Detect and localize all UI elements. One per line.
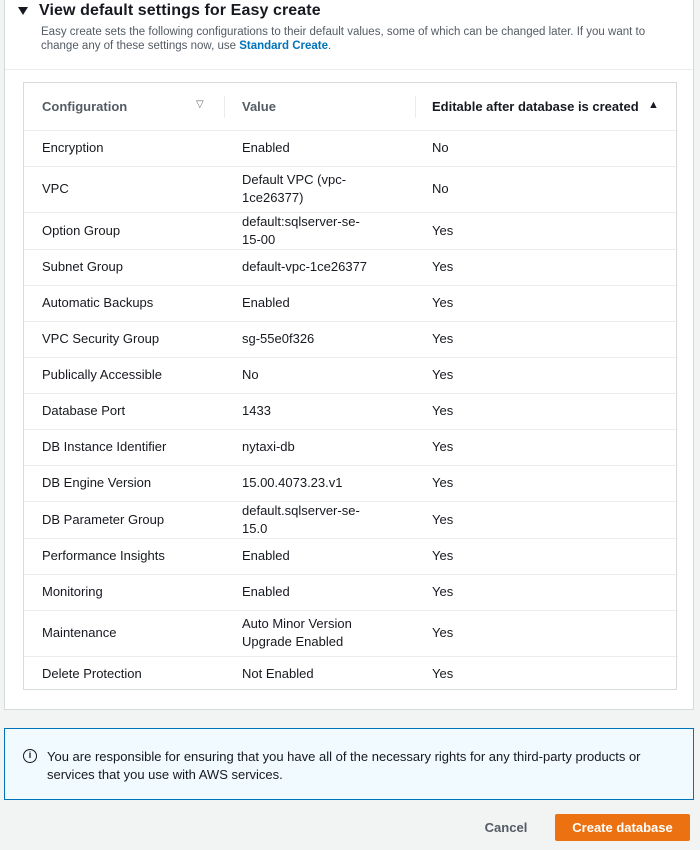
column-header-editable[interactable]: [415, 83, 678, 130]
column-header-value: [224, 83, 415, 130]
easy-create-defaults-panel: [4, 0, 694, 710]
cell-configuration: DB Instance Identifier: [24, 429, 224, 465]
cell-editable: Yes: [415, 429, 678, 465]
table-row: [24, 574, 678, 610]
cell-configuration: Database Port: [24, 393, 224, 429]
cell-value: 15.00.4073.23.v1: [224, 465, 415, 501]
sort-caret-up-icon[interactable]: ▲: [648, 99, 659, 111]
cell-value: Enabled: [224, 285, 415, 321]
cell-value: sg-55e0f326: [224, 321, 415, 357]
expand-toggle[interactable]: [12, 0, 693, 22]
info-alert: [4, 728, 694, 800]
cell-value: 1433: [224, 393, 415, 429]
table-row: [24, 285, 678, 321]
table-row: [24, 465, 678, 501]
table-header-row: [24, 83, 678, 130]
cell-editable: Yes: [415, 357, 678, 393]
cell-configuration: Encryption: [24, 130, 224, 166]
sort-caret-down-icon[interactable]: ▽: [196, 99, 204, 110]
cell-value: No: [224, 357, 415, 393]
cell-editable: Yes: [415, 249, 678, 285]
table-row: [24, 501, 678, 538]
column-header-configuration[interactable]: [24, 83, 224, 130]
cell-configuration: Option Group: [24, 212, 224, 249]
cell-editable: Yes: [415, 574, 678, 610]
panel-title: View default settings for Easy create: [39, 2, 321, 19]
cell-editable: Yes: [415, 538, 678, 574]
cell-configuration: Performance Insights: [24, 538, 224, 574]
column-divider: [415, 96, 416, 118]
cell-editable: No: [415, 166, 678, 212]
cell-value: Auto Minor Version Upgrade Enabled: [224, 610, 415, 656]
cell-configuration: DB Engine Version: [24, 465, 224, 501]
cell-configuration: Maintenance: [24, 610, 224, 656]
cell-configuration: Delete Protection: [42, 666, 142, 682]
cell-value: default:sqlserver-se-15-00: [224, 212, 415, 249]
cell-value: nytaxi-db: [224, 429, 415, 465]
cell-value: Not Enabled: [242, 666, 314, 682]
info-icon: i: [23, 749, 37, 763]
cell-configuration: Publically Accessible: [24, 357, 224, 393]
cell-value: default.sqlserver-se-15.0: [224, 501, 415, 538]
cell-editable: Yes: [415, 465, 678, 501]
table-row: [24, 357, 678, 393]
info-text: You are responsible for ensuring that you have all of the necessary rights for any third-party products or services that you use with AWS services.: [47, 749, 641, 782]
cell-configuration: VPC: [24, 166, 224, 212]
cancel-button[interactable]: Cancel: [472, 814, 540, 840]
cell-editable: Yes: [432, 666, 454, 682]
table-row: [24, 321, 678, 357]
create-database-button[interactable]: Create database: [555, 814, 690, 841]
table-row: [24, 249, 678, 285]
cell-configuration: Automatic Backups: [24, 285, 224, 321]
panel-description: [12, 25, 693, 53]
cell-editable: Yes: [415, 321, 678, 357]
cell-value: Enabled: [224, 574, 415, 610]
cell-editable: No: [415, 130, 678, 166]
cell-configuration: Subnet Group: [24, 249, 224, 285]
column-divider: [224, 96, 225, 118]
table-row: [24, 212, 678, 249]
table-row: [24, 610, 678, 656]
standard-create-link[interactable]: Standard Create: [239, 40, 329, 52]
table-row: [24, 538, 678, 574]
table-row: [24, 656, 678, 692]
cell-editable: Yes: [415, 285, 678, 321]
cell-value: Enabled: [224, 538, 415, 574]
table-row: [24, 166, 678, 212]
description-text: Easy create sets the following configurations to their default values, some of which can be changed later. If you want to change any of these settings now, use: [41, 26, 646, 52]
caret-down-icon[interactable]: [18, 7, 28, 15]
table-row: [24, 393, 678, 429]
cell-value: Enabled: [224, 130, 415, 166]
cell-value: default-vpc-1ce26377: [224, 249, 415, 285]
cell-configuration: DB Parameter Group: [24, 501, 224, 538]
cell-configuration: VPC Security Group: [24, 321, 224, 357]
cell-configuration: Monitoring: [24, 574, 224, 610]
table-row: [24, 130, 678, 166]
cell-editable: Yes: [415, 212, 678, 249]
column-header-label: Value: [242, 98, 276, 114]
description-end: .: [328, 40, 332, 52]
column-header-label: Configuration: [42, 98, 128, 114]
cell-editable: Yes: [415, 610, 678, 656]
panel-header: [5, 0, 693, 70]
column-header-label: Editable after database is created: [432, 98, 639, 114]
settings-table: [23, 82, 677, 690]
table-row: [24, 429, 678, 465]
cell-value: Default VPC (vpc-1ce26377): [224, 166, 415, 212]
cell-editable: Yes: [415, 393, 678, 429]
cell-editable: Yes: [415, 501, 678, 538]
